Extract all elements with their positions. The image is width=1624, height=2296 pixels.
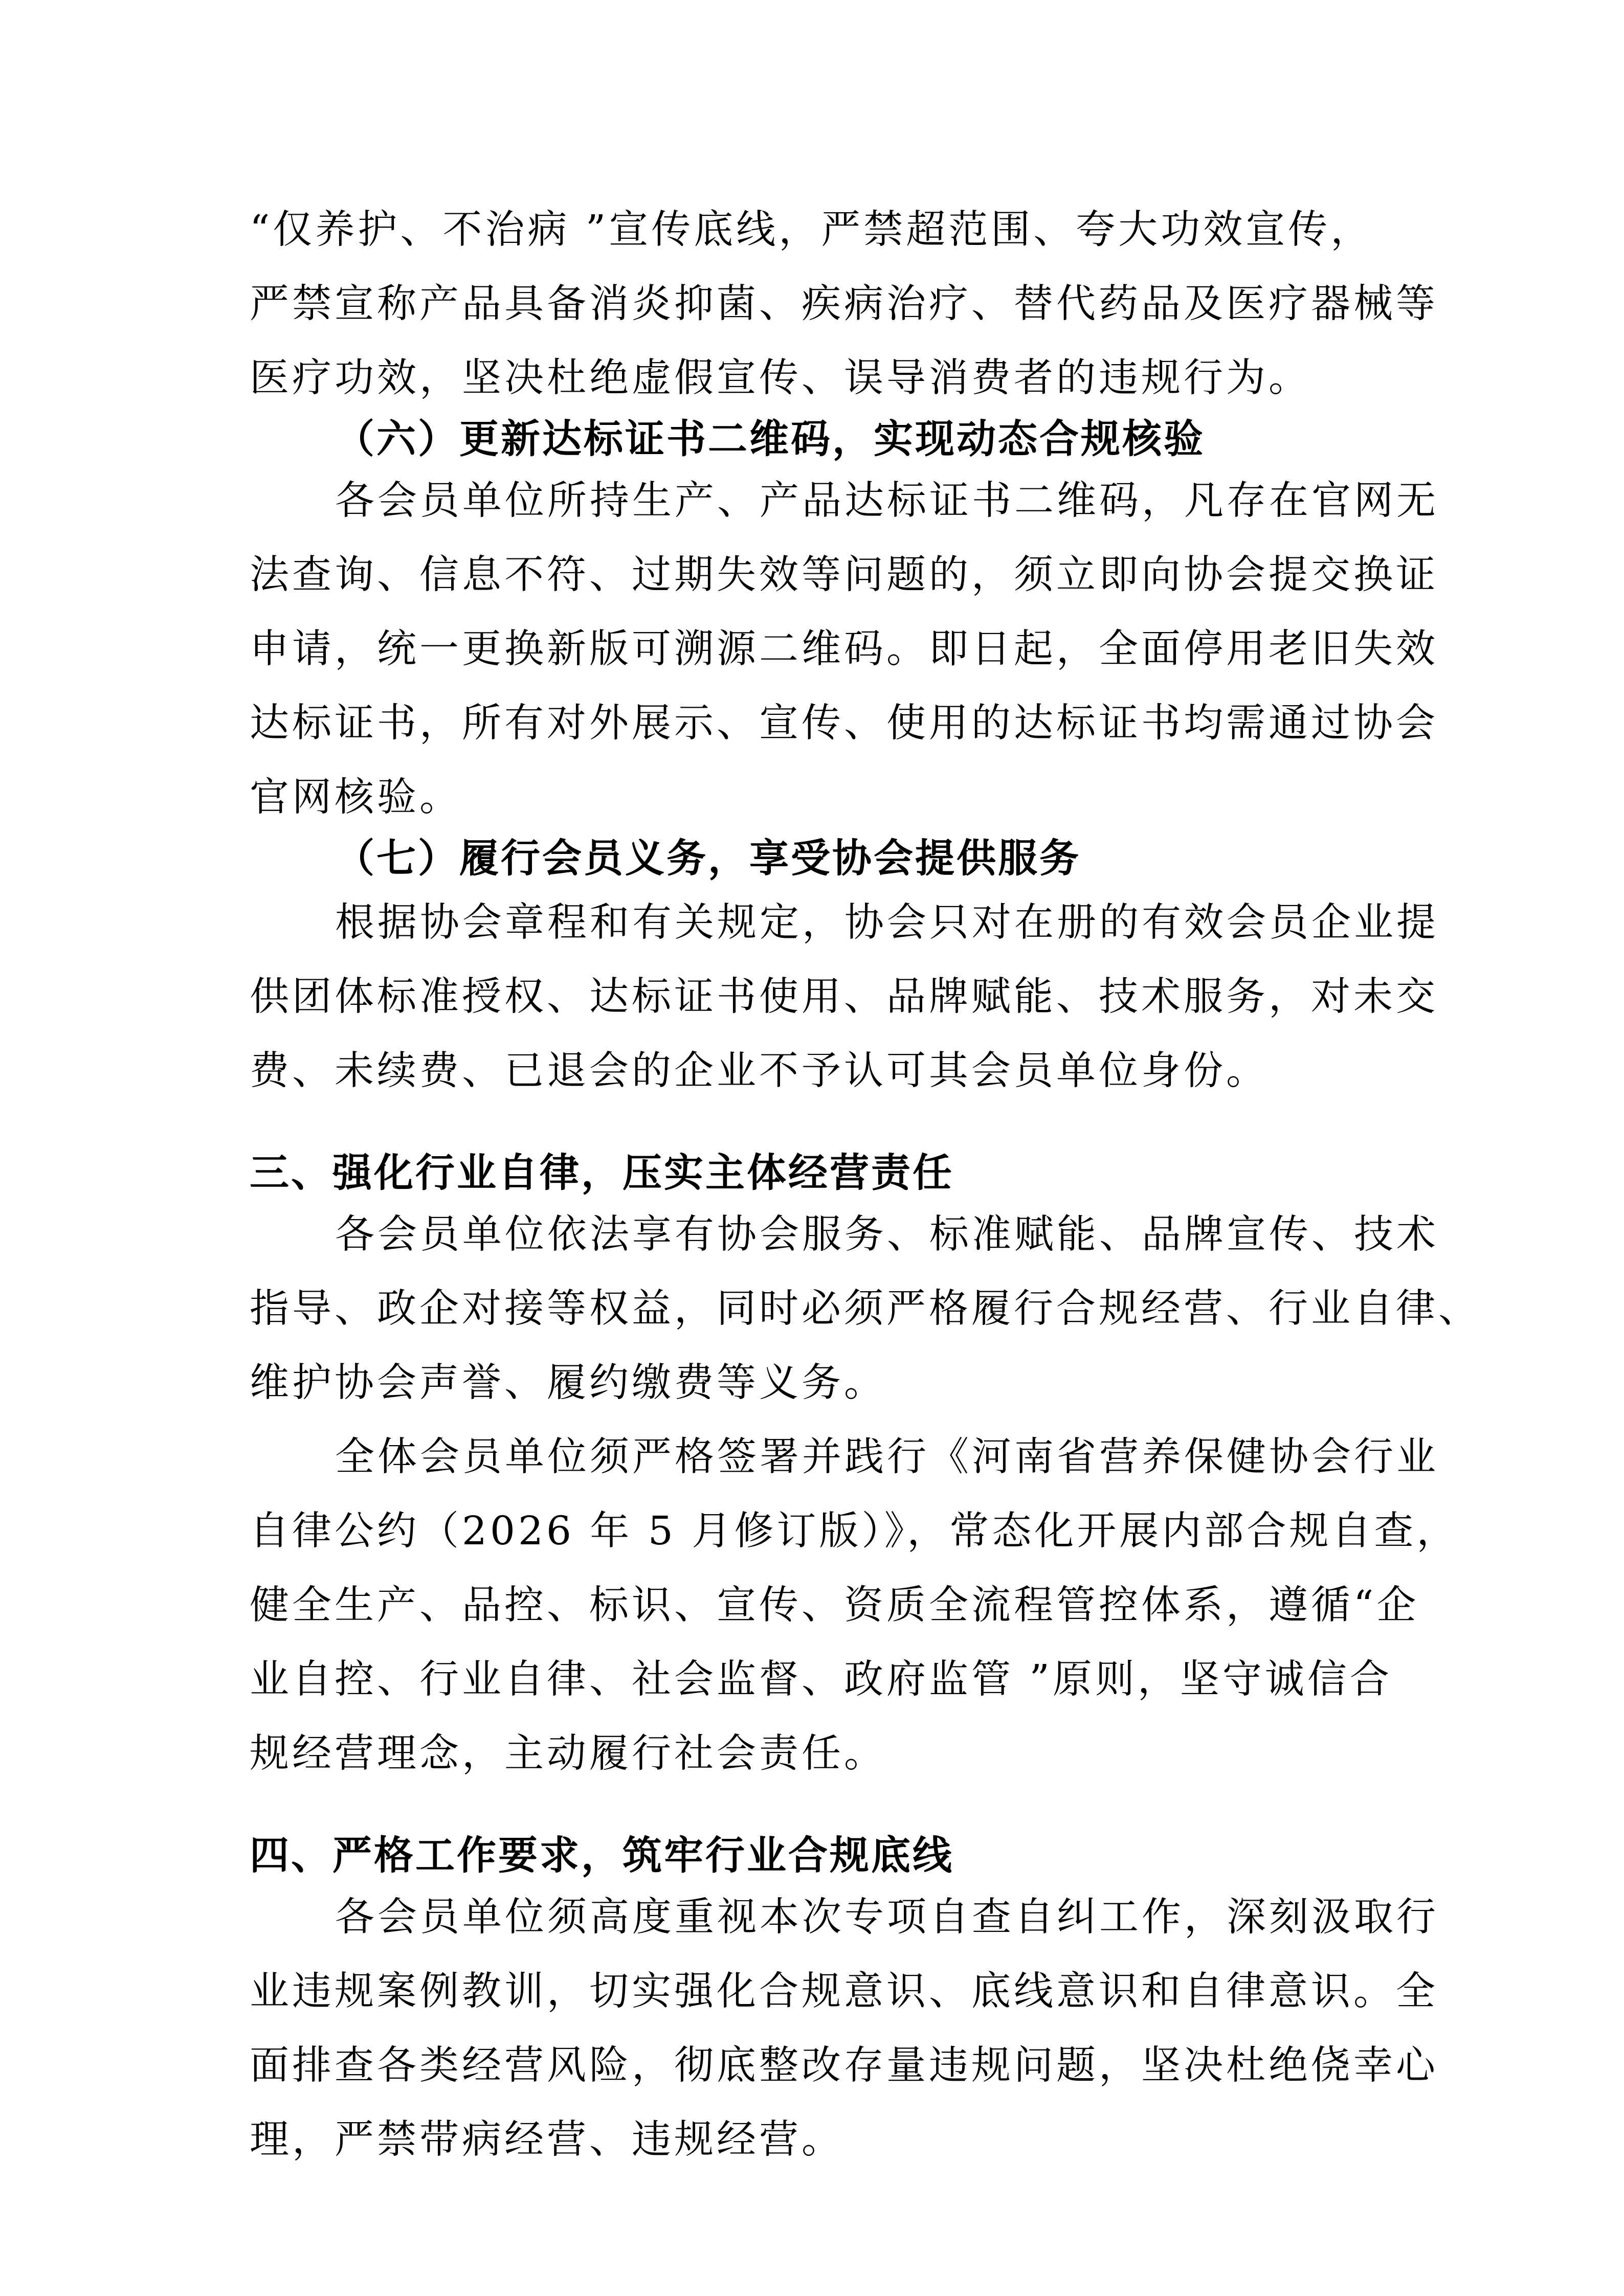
paragraph-line: 供团体标准授权、达标证书使用、品牌赋能、技术服务，对未交 (250, 974, 1438, 1020)
paragraph-line: 申请，统一更换新版可溯源二维码。即日起，全面停用老旧失效 (250, 626, 1438, 672)
paragraph-line: 业违规案例教训，切实强化合规意识、底线意识和自律意识。全 (250, 1969, 1438, 2014)
subsection-heading: （六）更新达标证书二维码，实现动态合规核验 (335, 417, 1205, 462)
paragraph-line: 医疗功效，坚决杜绝虚假宣传、误导消费者的违规行为。 (250, 355, 1311, 401)
paragraph-line: 法查询、信息不符、过期失效等问题的，须立即向协会提交换证 (250, 552, 1438, 598)
paragraph-line: 自律公约（2026 年 5 月修订版）》，常态化开展内部合规自查， (250, 1509, 1459, 1554)
paragraph-line: 各会员单位所持生产、产品达标证书二维码，凡存在官网无 (335, 478, 1439, 524)
paragraph-line: 全体会员单位须严格签署并践行《河南省营养保健协会行业 (335, 1434, 1439, 1480)
section-heading: 三、强化行业自律，压实主体经营责任 (250, 1151, 954, 1196)
paragraph-line: 业自控、行业自律、社会监督、政府监管 ”原则，坚守诚信合 (250, 1657, 1392, 1702)
paragraph-line: 根据协会章程和有关规定，协会只对在册的有效会员企业提 (335, 900, 1439, 946)
paragraph-line: 费、未续费、已退会的企业不予认可其会员单位身份。 (250, 1048, 1269, 1094)
paragraph-line: 达标证书，所有对外展示、宣传、使用的达标证书均需通过协会 (250, 701, 1438, 746)
paragraph-line: 规经营理念，主动履行社会责任。 (250, 1731, 886, 1776)
paragraph-line: 严禁宣称产品具备消炎抑菌、疾病治疗、替代药品及医疗器械等 (250, 281, 1438, 327)
paragraph-line: 维护协会声誉、履约缴费等义务。 (250, 1360, 886, 1406)
paragraph-line: 理，严禁带病经营、违规经营。 (250, 2117, 844, 2163)
paragraph-line: 面排查各类经营风险，彻底整改存量违规问题，坚决杜绝侥幸心 (250, 2043, 1438, 2088)
paragraph-line: “仅养护、不治病 ”宣传底线，严禁超范围、夸大功效宣传， (250, 207, 1373, 253)
paragraph-line: 各会员单位依法享有协会服务、标准赋能、品牌宣传、技术 (335, 1212, 1439, 1257)
paragraph-line: 官网核验。 (250, 775, 462, 820)
subsection-heading: （七）履行会员义务，享受协会提供服务 (335, 836, 1081, 882)
section-heading: 四、严格工作要求，筑牢行业合规底线 (250, 1833, 954, 1879)
paragraph-line: 各会员单位须高度重视本次专项自查自纠工作，深刻汲取行 (335, 1895, 1439, 1940)
paragraph-line: 健全生产、品控、标识、宣传、资质全流程管控体系，遵循“企 (250, 1583, 1419, 1628)
paragraph-line: 指导、政企对接等权益，同时必须严格履行合规经营、行业自律、 (250, 1286, 1481, 1332)
